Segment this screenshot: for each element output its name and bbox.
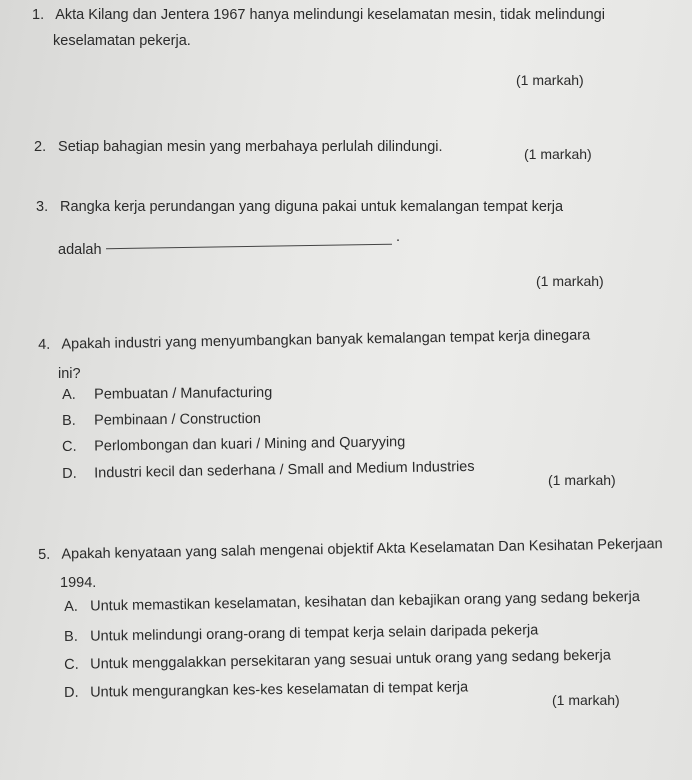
- question-2-number: 2.: [34, 139, 47, 155]
- question-2-marks: (1 markah): [524, 146, 592, 162]
- option-letter: C.: [62, 438, 77, 455]
- option-text: Untuk melindungi orang-orang di tempat kerja selain daripada pekerja: [90, 622, 539, 645]
- option-letter: A.: [64, 598, 78, 615]
- question-4-option-b: [62, 410, 261, 430]
- question-5-text: Apakah kenyataan yang salah mengenai objektif Akta Keselamatan Dan Kesihatan Pekerjaan: [61, 536, 663, 563]
- option-letter: D.: [64, 684, 79, 701]
- question-5-line-2: 1994.: [60, 575, 97, 591]
- question-5-line-1: [38, 535, 663, 564]
- question-4-number: 4.: [38, 336, 51, 353]
- question-5-option-a: [64, 588, 640, 616]
- question-4-option-a: [62, 384, 272, 404]
- question-4-option-c: [62, 433, 405, 456]
- question-2-text: Setiap bahagian mesin yang merbahaya perlulah dilindungi.: [58, 139, 443, 155]
- option-letter: B.: [62, 412, 76, 429]
- blank-end-mark: .: [396, 229, 401, 245]
- question-4-line-2: ini?: [58, 366, 81, 382]
- question-1-line-2: keselamatan pekerja.: [53, 33, 191, 49]
- question-4-marks: (1 markah): [548, 472, 616, 488]
- question-3-text: Rangka kerja perundangan yang diguna pakai untuk kemalangan tempat kerja: [60, 199, 564, 215]
- question-1-number: 1.: [32, 7, 45, 23]
- option-text: Pembinaan / Construction: [94, 410, 262, 429]
- question-5-marks: (1 markah): [552, 692, 620, 708]
- option-letter: D.: [62, 465, 77, 482]
- question-4-line-1: [38, 326, 590, 354]
- answer-blank-line[interactable]: [106, 244, 392, 249]
- option-text: Untuk memastikan keselamatan, kesihatan dan kebajikan orang yang sedang bekerja: [90, 588, 640, 615]
- question-5-option-c: [64, 646, 611, 674]
- question-2-line-1: [34, 138, 443, 156]
- question-5-option-d: [64, 678, 468, 702]
- question-5-number: 5.: [38, 546, 51, 563]
- option-letter: B.: [64, 628, 78, 645]
- option-text: Untuk menggalakkan persekitaran yang sesuai untuk orang yang sedang bekerja: [90, 647, 611, 673]
- question-1-line-1: [32, 6, 605, 24]
- question-3-number: 3.: [36, 199, 49, 215]
- question-1-marks: (1 markah): [516, 72, 584, 88]
- question-1-text: Akta Kilang dan Jentera 1967 hanya melindungi keselamatan mesin, tidak melindungi: [55, 7, 605, 23]
- option-text: Untuk mengurangkan kes-kes keselamatan di tempat kerja: [90, 679, 469, 701]
- question-3-line-1: [36, 198, 563, 216]
- option-text: Pembuatan / Manufacturing: [94, 384, 273, 403]
- question-5-option-b: [64, 621, 538, 646]
- question-4-text: Apakah industri yang menyumbangkan banyak kemalangan tempat kerja dinegara: [61, 327, 591, 353]
- question-4-option-d: [62, 458, 475, 483]
- option-text: Perlombongan dan kuari / Mining and Quaryying: [94, 434, 406, 455]
- option-letter: A.: [62, 386, 76, 403]
- question-3-marks: (1 markah): [536, 273, 604, 289]
- question-3-line-2: adalah: [58, 242, 102, 258]
- option-letter: C.: [64, 656, 79, 673]
- option-text: Industri kecil dan sederhana / Small and Medium Industries: [94, 458, 475, 482]
